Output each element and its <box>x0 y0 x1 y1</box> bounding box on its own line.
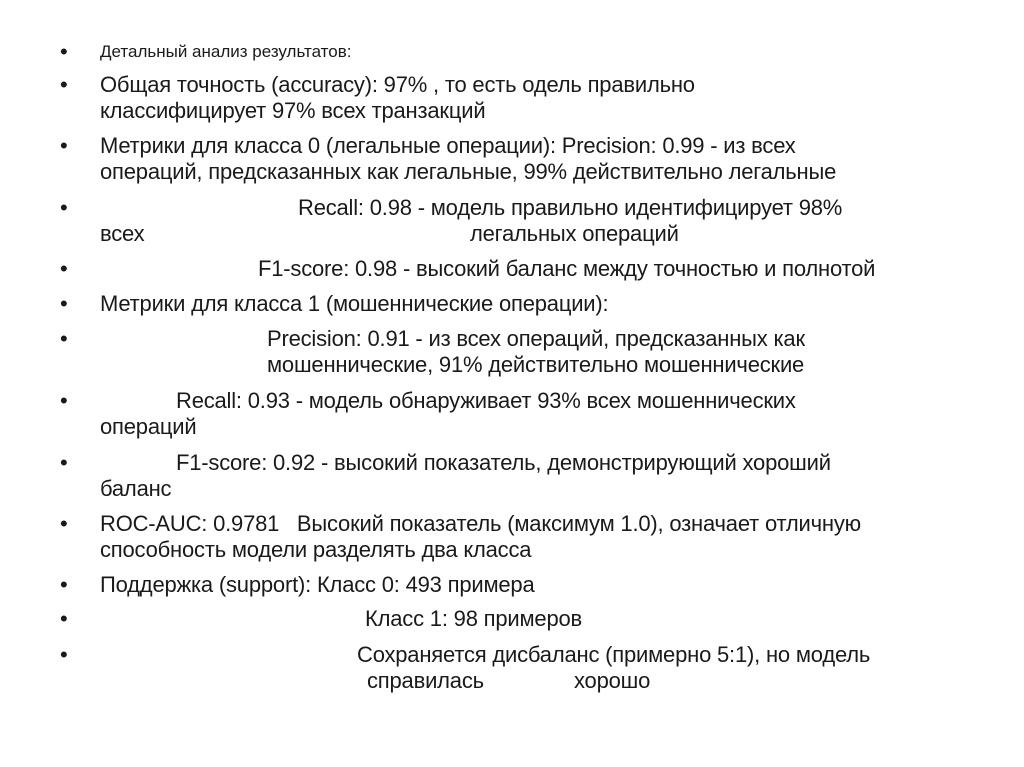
bullet-marker: • <box>60 511 68 536</box>
class1-f1-line-1: F1-score: 0.92 - высокий показатель, демонстрирующий хороший <box>176 450 831 475</box>
support-class0-line: Поддержка (support): Класс 0: 493 примера <box>100 572 535 597</box>
bullet-marker: • <box>60 195 68 220</box>
support-class1-line: Класс 1: 98 примеров <box>365 606 582 631</box>
class0-precision-line-2: операций, предсказанных как легальные, 99% действительно легальные <box>100 159 837 184</box>
class0-precision-line-1: Метрики для класса 0 (легальные операции): Precision: 0.99 - из всех <box>100 133 796 158</box>
section-heading: Детальный анализ результатов: <box>100 42 352 61</box>
accuracy-line-1: Общая точность (accuracy): 97% , то есть одель правильно <box>100 72 695 97</box>
bullet-marker: • <box>60 606 68 631</box>
class0-recall-line-1: Recall: 0.98 - модель правильно идентифицирует 98% <box>298 195 843 220</box>
class0-recall-line-2a: всех <box>100 221 145 246</box>
roc-auc-line-2: способность модели разделять два класса <box>100 537 532 562</box>
bullet-marker: • <box>60 39 68 64</box>
bullet-marker: • <box>60 326 68 351</box>
bullet-marker: • <box>60 388 68 413</box>
bullet-marker: • <box>60 72 68 97</box>
imbalance-line-2b: хорошо <box>574 668 651 693</box>
class1-precision-line-1: Precision: 0.91 - из всех операций, предсказанных как <box>267 326 805 351</box>
bullet-marker: • <box>60 572 68 597</box>
class1-recall-line-2: операций <box>100 414 197 439</box>
class1-f1-line-2: баланс <box>100 476 172 501</box>
class0-f1-line: F1-score: 0.98 - высокий баланс между точностью и полнотой <box>258 256 876 281</box>
class1-heading-line: Метрики для класса 1 (мошеннические операции): <box>100 291 609 316</box>
class1-precision-line-2: мошеннические, 91% действительно мошеннические <box>267 352 805 377</box>
bullet-marker: • <box>60 256 68 281</box>
accuracy-line-2: классифицирует 97% всех транзакций <box>100 98 486 123</box>
bullet-marker: • <box>60 450 68 475</box>
imbalance-line-1: Сохраняется дисбаланс (примерно 5:1), но модель <box>357 642 871 667</box>
class1-recall-line-1: Recall: 0.93 - модель обнаруживает 93% всех мошеннических <box>176 388 796 413</box>
imbalance-line-2a: справилась <box>367 668 484 693</box>
class0-recall-line-2b: легальных операций <box>470 221 679 246</box>
roc-auc-line-1: ROC-AUC: 0.9781 Высокий показатель (максимум 1.0), означает отличную <box>100 511 861 536</box>
bullet-marker: • <box>60 642 68 667</box>
bullet-marker: • <box>60 291 68 316</box>
bullet-marker: • <box>60 133 68 158</box>
